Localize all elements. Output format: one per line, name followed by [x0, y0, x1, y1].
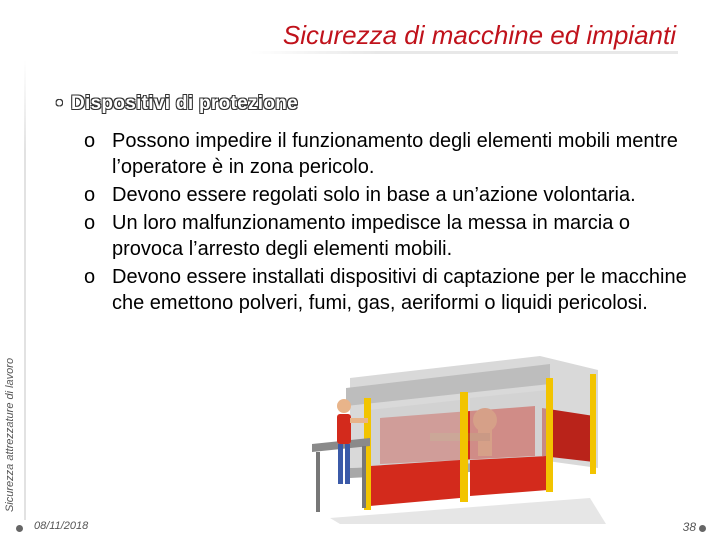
- left-divider: [24, 60, 26, 520]
- bullet-list: [84, 128, 704, 318]
- heading-bullet: •: [56, 93, 63, 114]
- title-divider: [250, 51, 678, 54]
- footer-dot-left: [16, 525, 23, 532]
- bullet-mark: o: [84, 130, 96, 152]
- list-item-text: Devono essere installati dispositivi di captazione per le macchine che emettono polveri, fumi, gas, aeriformi o liquidi pericolosi.: [112, 266, 687, 314]
- list-item: [84, 128, 704, 180]
- machine-guard-image: [310, 348, 606, 524]
- footer-dot-right: [699, 525, 706, 532]
- list-item: [84, 264, 704, 316]
- list-item: [84, 210, 704, 262]
- bullet-mark: o: [84, 184, 96, 206]
- list-item: [84, 182, 704, 208]
- list-item-text: Devono essere regolati solo in base a un’azione volontaria.: [112, 184, 636, 206]
- list-item-text: Possono impedire il funzionamento degli elementi mobili mentre l’operatore è in zona pericolo.: [112, 130, 678, 178]
- page-number: 38: [682, 520, 696, 534]
- list-item-text: Un loro malfunzionamento impedisce la messa in marcia o provoca l’arresto degli elementi mobili.: [112, 212, 631, 260]
- machine-guard-illustration: [310, 348, 606, 524]
- footer-date: 08/11/2018: [34, 520, 89, 532]
- section-heading: [56, 93, 298, 115]
- bullet-mark: o: [84, 266, 96, 288]
- bullet-mark: o: [84, 212, 96, 234]
- sidebar-vertical-label: Sicurezza attrezzature di lavoro: [4, 357, 16, 512]
- slide-title: Sicurezza di macchine ed impianti: [282, 20, 676, 50]
- heading-text: Dispositivi di protezione: [70, 93, 299, 114]
